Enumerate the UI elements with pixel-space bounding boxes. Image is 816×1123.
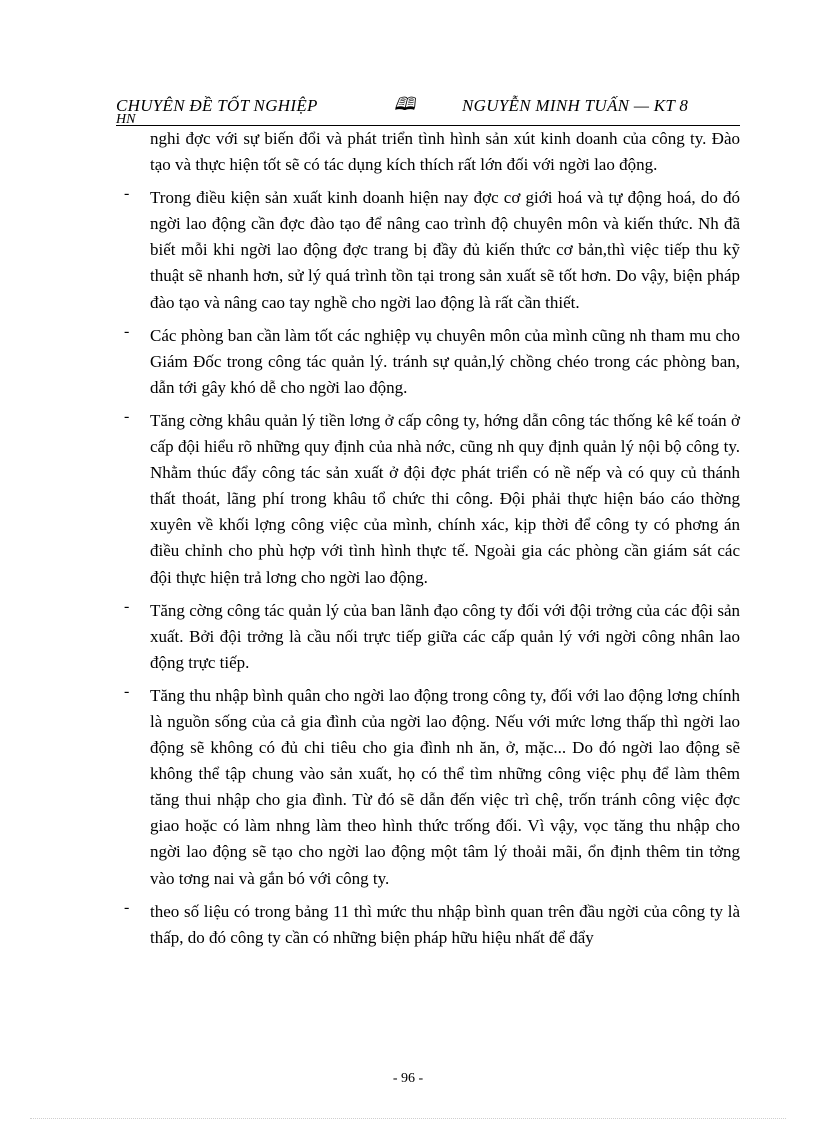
header-title-left-continued: HN xyxy=(116,112,136,127)
paragraph xyxy=(116,126,740,178)
document-body xyxy=(116,126,740,958)
page-header xyxy=(116,92,740,127)
paragraph xyxy=(116,598,740,676)
bullet-dash: - xyxy=(124,407,130,425)
bullet-dash: - xyxy=(124,322,130,340)
bullet-dash: - xyxy=(124,185,130,203)
paragraph-text: Tăng cờng khâu quản lý tiền lơng ở cấp công ty, hớng dẫn công tác thống kê kế toán ở cấp đội hiểu rõ những quy định của nhà nớc, cũng nh quy định quản lý nội bộ công ty. Nhằm thúc đẩy công tác sản xuất ở đội đợc phát triển có nề nếp và có quy củ thánh thất thoát, lãng phí trong khâu tổ chức thi công. Đội phải thực hiện báo cáo thờng xuyên về khối lợng công việc của mình, chính xác, kịp thời để công ty có phơng án điều chỉnh cho phù hợp với tình hình thực tế. Ngoài gia các phòng cần giám sát các đội thực hiện trả lơng cho ngời lao động. xyxy=(150,410,740,587)
page-bottom-border xyxy=(30,1118,786,1119)
paragraph xyxy=(116,683,740,892)
bullet-dash: - xyxy=(124,898,130,916)
paragraph xyxy=(116,408,740,591)
paragraph-text: Tăng thu nhập bình quân cho ngời lao động trong công ty, đối với lao động lơng chính là nguồn sống của cả gia đình của ngời lao động. Nếu với mức lơng thấp thì ngời lao động sẽ không có đủ chi tiêu cho gia đình nh ăn, ở, mặc... Do đó ngời lao động sẽ không thể tập chung vào sản xuất, họ có thể tìm những công việc phụ để làm thêm tăng thui nhập cho gia đình. Từ đó sẽ dẫn đến việc trì chệ, trốn tránh công việc đợc giao hoặc có làm nhng làm theo hình thức trống đối. Vì vậy, vọc tăng thu nhập cho ngời lao động sẽ tạo cho ngời lao động một tâm lý thoải mãi, ổn định thêm tin tởng vào tơng nai và gắn bó với công ty. xyxy=(150,685,740,888)
paragraph xyxy=(116,185,740,315)
header-title-left: CHUYÊN ĐỀ TỐT NGHIỆP xyxy=(116,96,318,115)
paragraph-text: theo số liệu có trong bảng 11 thì mức thu nhập bình quan trên đầu ngời của công ty là thấp, do đó công ty cần có những biện pháp hữu hiệu nhất để đẩy xyxy=(150,901,740,947)
header-title-right: NGUYỄN MINH TUẤN — KT 8 xyxy=(462,96,689,115)
page-number: - 96 - xyxy=(392,1071,424,1086)
bullet-dash: - xyxy=(124,682,130,700)
paragraph xyxy=(116,899,740,951)
paragraph-text: Trong điều kiện sản xuất kinh doanh hiện nay đợc cơ giới hoá và tự động hoá, do đó ngời lao động cần đợc đào tạo để nâng cao trình độ chuyên môn và kiến thức. Nh đã biết mỗi khi ngời lao động đợc trang bị đầy đủ kiến thức cơ bản,thì việc tiếp thu kỹ thuật sẽ nhanh hơn, sử lý quá trình tồn tại trong sản xuất sẽ tốt hơn. Do vậy, biện pháp đào tạo và nâng cao tay nghề cho ngời lao động là rất cần thiết. xyxy=(150,188,740,312)
book-icon: 🕮 xyxy=(394,94,416,114)
bullet-dash: - xyxy=(124,597,130,615)
paragraph-text: Tăng cờng công tác quản lý của ban lãnh đạo công ty đối với đội trởng của các đội sản xuất. Bởi đội trởng là cầu nối trực tiếp giữa các cấp quản lý với ngời công nhân lao động trực tiếp. xyxy=(150,600,740,672)
paragraph-text: nghi đợc với sự biến đổi và phát triển tình hình sản xút kinh doanh của công ty. Đào tạo và thực hiện tốt sẽ có tác dụng kích thích rất lớn đối với ngời lao động. xyxy=(150,129,740,175)
paragraph xyxy=(116,323,740,401)
paragraph-text: Các phòng ban cần làm tốt các nghiệp vụ chuyên môn của mình cũng nh tham mu cho Giám Đốc trong công tác quản lý. tránh sự quản,lý chồng chéo trong các phòng ban, dẫn tới gây khó dễ cho ngời lao động. xyxy=(150,325,740,397)
